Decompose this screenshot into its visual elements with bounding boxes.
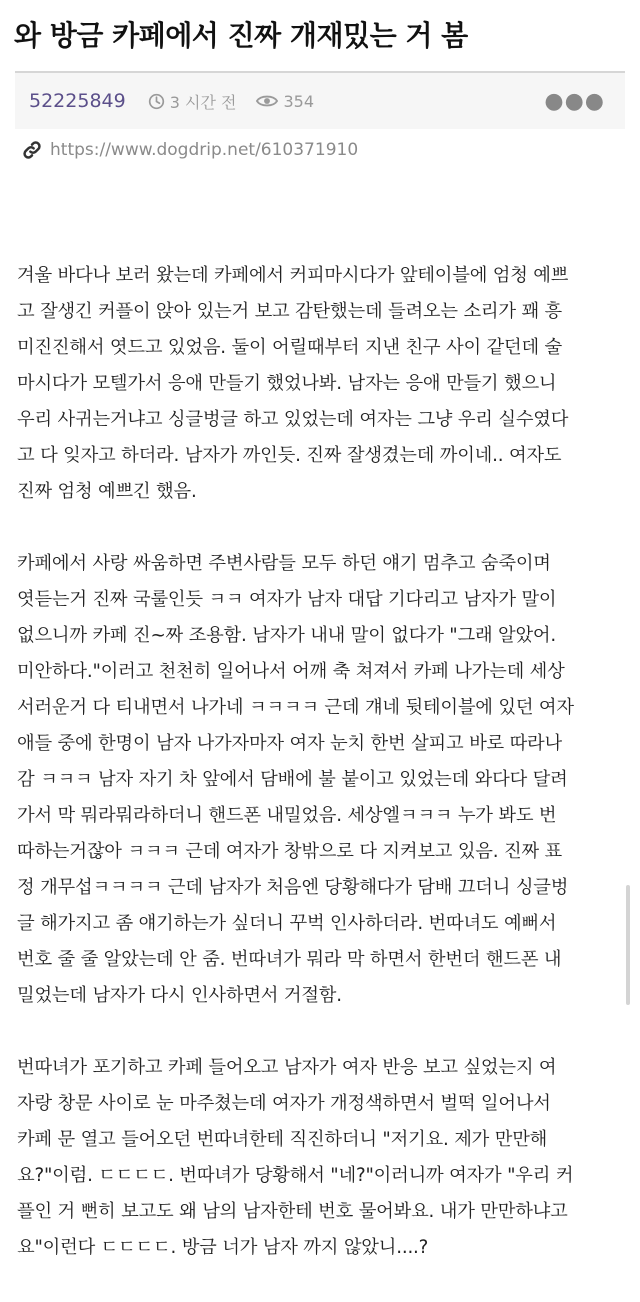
- content-paragraph: [17, 1050, 629, 1266]
- content-line: 글 해가지고 좀 얘기하는가 싶더니 꾸벅 인사하더라. 번따녀도 예뻐서: [17, 913, 557, 934]
- post-url[interactable]: https://www.dogdrip.net/610371910: [50, 140, 359, 160]
- time-text: 3 시간 전: [169, 92, 237, 112]
- more-icon[interactable]: ●●●: [544, 89, 605, 114]
- content-line: 따하는거잖아 ㅋㅋㅋ 근데 여자가 창밖으로 다 지켜보고 있음. 진짜 표: [17, 841, 562, 862]
- content-line: 서러운거 다 티내면서 나가네 ㅋㅋㅋㅋ 근데 걔네 뒷테이블에 있던 여자: [17, 697, 574, 718]
- content-line: 미안하다."이러고 천천히 일어나서 어깨 축 쳐져서 카페 나가는데 세상: [17, 661, 565, 682]
- content-paragraph: [17, 258, 629, 510]
- content-line: 밀었는데 남자가 다시 인사하면서 거절함.: [17, 985, 342, 1006]
- post-time: [148, 90, 237, 113]
- content-line: 마시다가 모텔가서 응애 만들기 했었나봐. 남자는 응애 만들기 했으니: [17, 373, 557, 394]
- views-text: 354: [283, 91, 314, 111]
- content-line: 진짜 엄청 예쁘긴 했음.: [17, 481, 197, 502]
- content-line: 번따녀가 포기하고 카페 들어오고 남자가 여자 반응 보고 싶었는지 여: [17, 1057, 557, 1078]
- content-line: 요?"이럼. ㄷㄷㄷㄷ. 번따녀가 당황해서 "네?"이러니까 여자가 "우리 커: [17, 1165, 574, 1186]
- content-line: 정 개무섭ㅋㅋㅋㅋ 근데 남자가 처음엔 당황해다가 담배 끄더니 싱글벙: [17, 877, 569, 898]
- content-line: 우리 사귀는거냐고 싱글벙글 하고 있었는데 여자는 그냥 우리 실수였다: [17, 409, 569, 430]
- content-line: 가서 막 뭐라뭐라하더니 핸드폰 내밀었음. 세상엘ㅋㅋㅋ 누가 봐도 번: [17, 805, 557, 826]
- post-content: [17, 258, 629, 1302]
- content-paragraph: [17, 546, 629, 1014]
- content-line: 미진진해서 엿드고 있었음. 둘이 어릴때부터 지낸 친구 사이 같던데 술: [17, 337, 562, 358]
- content-line: 카페에서 사랑 싸움하면 주변사람들 모두 하던 얘기 멈추고 숨죽이며: [17, 553, 551, 574]
- content-line: 고 다 잊자고 하더라. 남자가 까인듯. 진짜 잘생겼는데 까이네.. 여자도: [17, 445, 562, 466]
- scrollbar[interactable]: [626, 885, 630, 1005]
- content-line: 번호 줄 줄 알았는데 안 줌. 번따녀가 뭐라 막 하면서 한번더 핸드폰 내: [17, 949, 562, 970]
- content-line: 고 잘생긴 커플이 앉아 있는거 보고 감탄했는데 들려오는 소리가 꽤 흥: [17, 301, 562, 322]
- content-line: 자랑 창문 사이로 눈 마주쳤는데 여자가 개정색하면서 벌떡 일어나서: [17, 1093, 551, 1114]
- view-count: [256, 92, 314, 111]
- link-icon: [22, 140, 42, 160]
- eye-icon: [256, 93, 278, 109]
- content-line: 감 ㅋㅋㅋ 남자 자기 차 앞에서 담배에 불 붙이고 있었는데 와다다 달려: [17, 769, 568, 790]
- content-line: 엿듣는거 진짜 국룰인듯 ㅋㅋ 여자가 남자 대답 기다리고 남자가 말이: [17, 589, 557, 610]
- author-name[interactable]: 52225849: [29, 90, 126, 112]
- content-line: 카페 문 열고 들어오던 번따녀한테 직진하더니 "저기요. 제가 만만해: [17, 1129, 548, 1150]
- post-title: 와 방금 카페에서 진짜 개재밌는 거 봄: [14, 19, 468, 52]
- content-line: 없으니까 카페 진~짜 조용함. 남자가 내내 말이 없다가 "그래 알았어.: [17, 625, 556, 646]
- post-meta-bar: [15, 71, 625, 129]
- post-link[interactable]: [22, 140, 358, 160]
- content-line: 애들 중에 한명이 남자 나가자마자 여자 눈치 한번 살피고 바로 따라나: [17, 733, 562, 754]
- content-line: 겨울 바다나 보러 왔는데 카페에서 커피마시다가 앞테이블에 엄청 예쁘: [17, 265, 569, 286]
- content-line: 요"이런다 ㄷㄷㄷㄷ. 방금 너가 남자 까지 않았니....?: [17, 1237, 429, 1258]
- clock-icon: [148, 93, 165, 110]
- content-line: 플인 거 뻔히 보고도 왜 남의 남자한테 번호 물어봐요. 내가 만만하냐고: [17, 1201, 568, 1222]
